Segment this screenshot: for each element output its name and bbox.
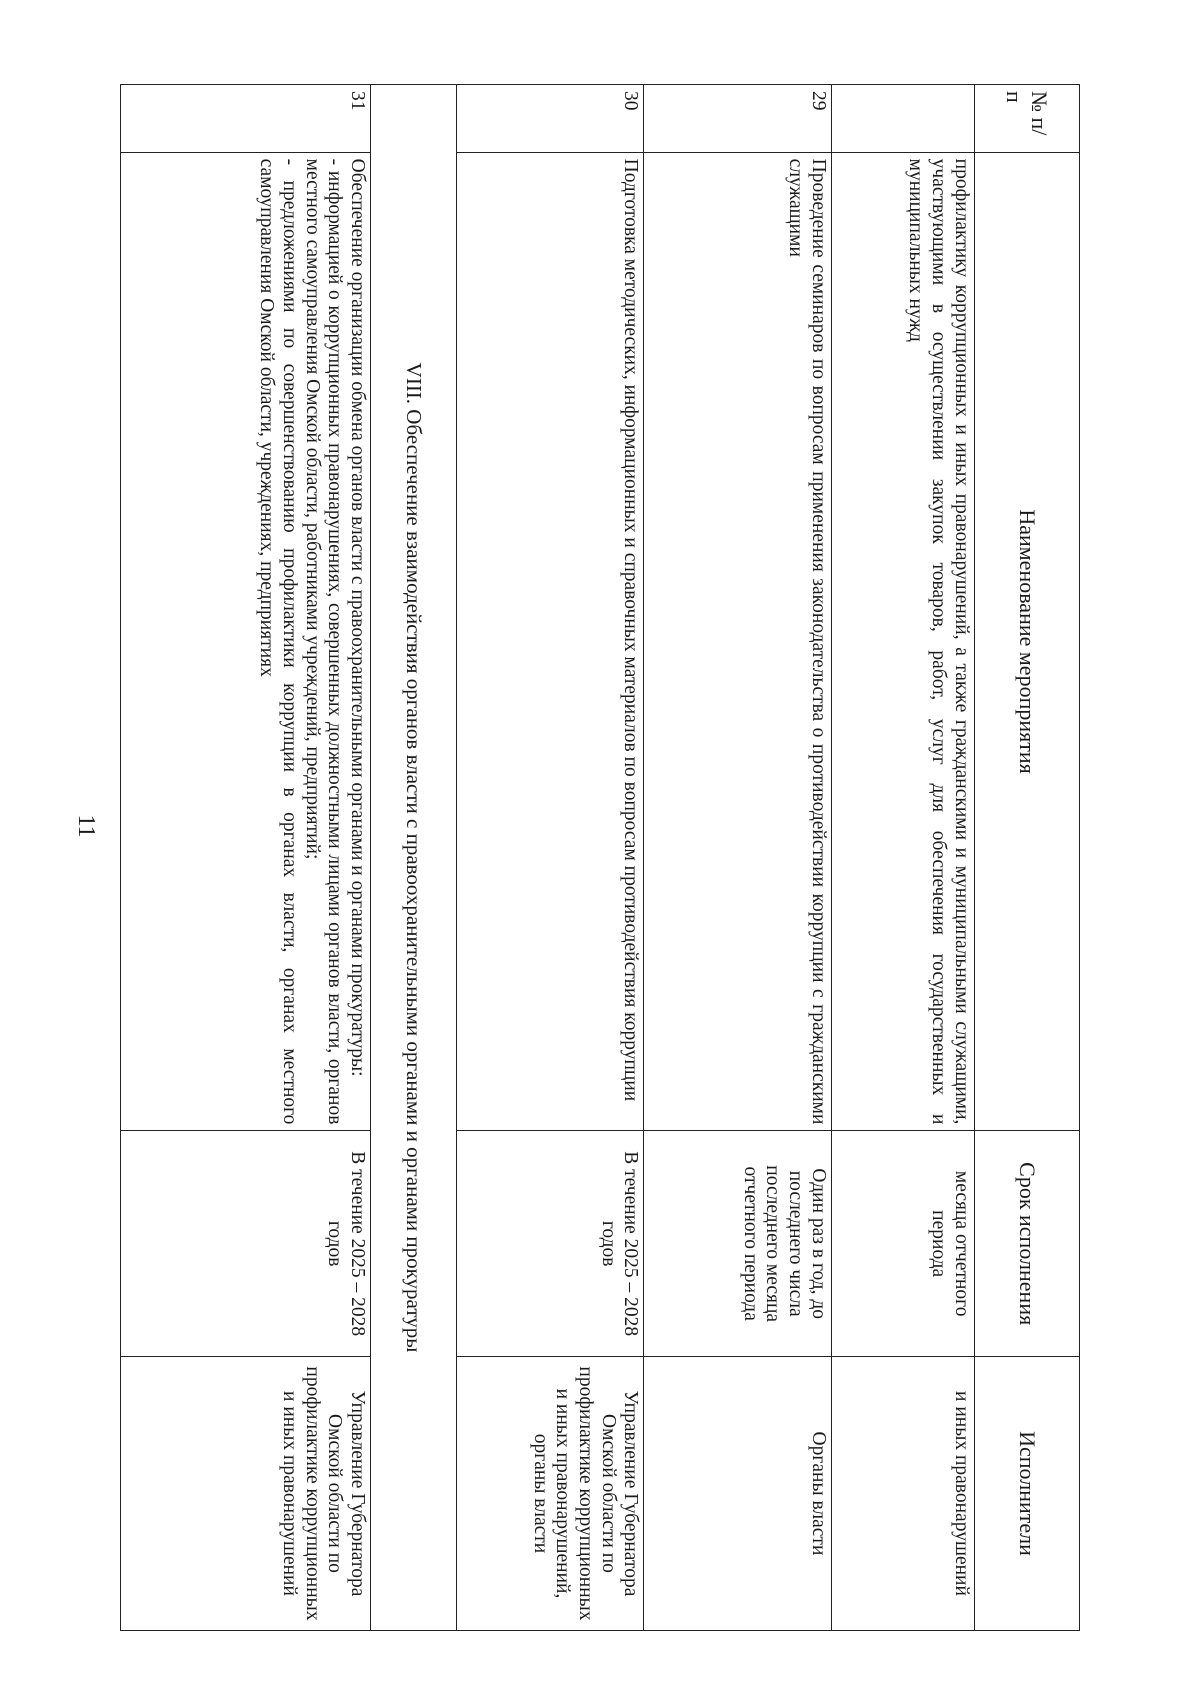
header-num: № п/п	[974, 85, 1079, 153]
row-name-item: - предложениями по совершенствованию профилактики коррупции в органах власти, органах местного самоуправления Омской области, учреждениях, предприятиях	[256, 158, 301, 1125]
row-executors: Управление Губернатора Омской области по профилактике коррупционных и иных правонарушений	[121, 1356, 371, 1630]
table-row	[831, 85, 974, 1631]
row-name: Подготовка методических, информационных и справочных материалов по вопросам противодействия коррупции	[456, 152, 643, 1131]
header-name: Наименование мероприятия	[974, 152, 1079, 1131]
row-term: В течение 2025 – 2028 годов	[456, 1131, 643, 1357]
row-executors: и иных правонарушений	[831, 1356, 974, 1630]
table-row	[456, 85, 643, 1631]
row-term: Один раз в год, до последнего числа последнего месяца отчетного периода	[644, 1131, 831, 1357]
header-executors: Исполнители	[974, 1356, 1079, 1630]
row-name-item: - информацией о коррупционных правонарушениях, совершенных должностными лицами органов власти, органов местного самоуправления Омской области, работниками учреждений, предприятий;	[301, 158, 346, 1125]
page-number: 11	[73, 814, 99, 838]
row-num: 29	[644, 85, 831, 153]
section-title: VIII. Обеспечение взаимодействия органов власти с правоохранительными органами и органами прокуратуры	[370, 85, 456, 1631]
row-executors: Органы власти	[644, 1356, 831, 1630]
row-term: В течение 2025 – 2028 годов	[121, 1131, 371, 1357]
row-num: 31	[121, 85, 371, 153]
row-name: профилактику коррупционных и иных правонарушений, а также гражданскими и муниципальными служащими, участвующими в осуществлении закупок товаров, работ, услуг для обеспечения государственных и муниципальных нужд	[831, 152, 974, 1131]
row-name: Проведение семинаров по вопросам применения законодательства о противодействии коррупции с гражданскими служащими	[644, 152, 831, 1131]
table-row	[644, 85, 831, 1631]
row-executors: Управление Губернатора Омской области по профилактике коррупционных и иных правонарушений, органы власти	[456, 1356, 643, 1630]
table-row	[121, 85, 371, 1631]
row-term: месяца отчетного периода	[831, 1131, 974, 1357]
row-name	[121, 152, 371, 1131]
row-name-intro: Обеспечение организации обмена органов власти с правоохранительными органами и органами прокуратуры:	[346, 158, 368, 1077]
measures-table	[120, 84, 1080, 1631]
row-num	[831, 85, 974, 153]
header-term: Срок исполнения	[974, 1131, 1079, 1357]
measures-table-container	[120, 84, 1080, 1631]
section-row	[370, 85, 456, 1631]
row-num: 30	[456, 85, 643, 153]
table-header-row	[974, 85, 1079, 1631]
